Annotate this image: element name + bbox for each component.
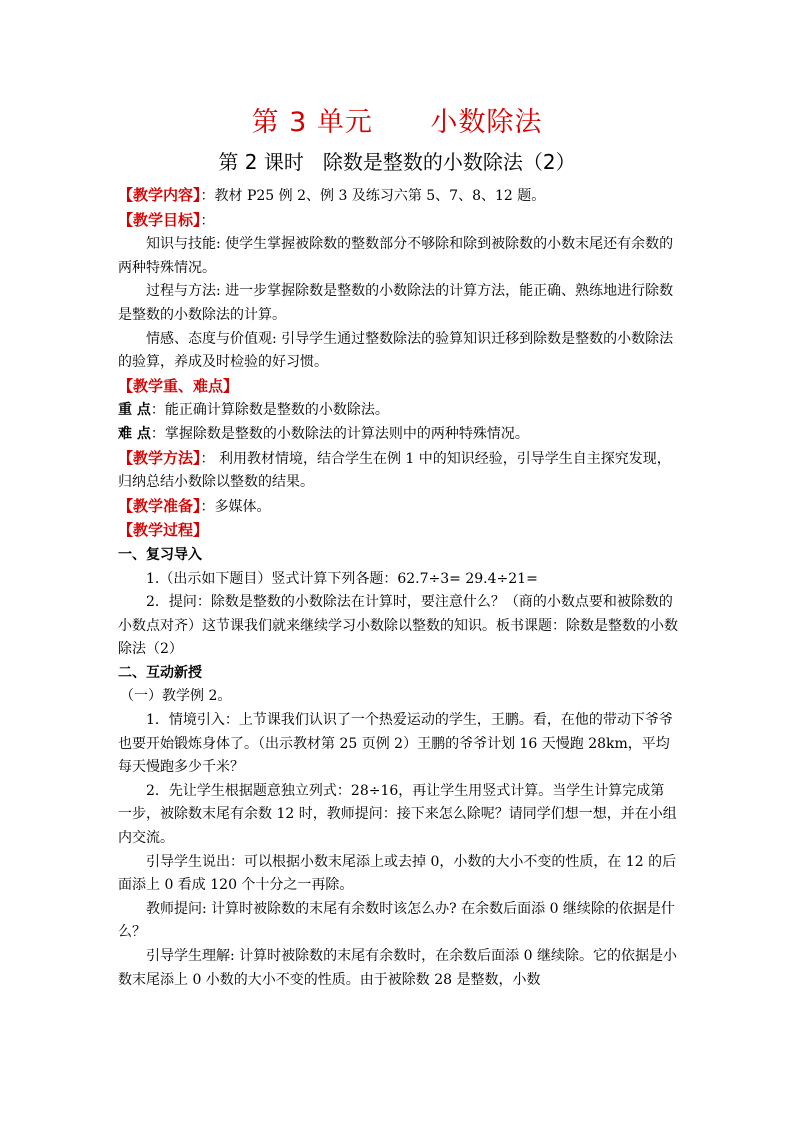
teaching-content-text: ：教材 P25 例 2、例 3 及练习六第 5、7、8、12 题。 <box>200 188 546 204</box>
difficulty-line <box>118 423 678 447</box>
teaching-prep-text: ：多媒体。 <box>200 498 271 515</box>
teaching-goals-colon: ： <box>200 212 215 229</box>
key-point-text: ：能正确计算除数是整数的小数除法。 <box>150 402 389 419</box>
review-paragraph-1: 1.（出示如下题目）竖式计算下列各题：62.7÷3= 29.4÷21= <box>146 570 538 587</box>
section-review: 一、复习导入 <box>118 546 202 563</box>
unit-title: 第 3 单元 小数除法 <box>251 107 543 138</box>
goal-process: 过程与方法: 进一步掌握除数是整数的小数除法的计算方法，能正确、熟练地进行除数是整数的小数除法的计算。 <box>118 283 674 323</box>
lesson-paragraph-2: 2．先让学生根据题意独立列式：28÷16，再让学生用竖式计算。当学生计算完成第一步，被除数末尾有余数 12 时，教师提问：接下来怎么除呢？请同学们想一想，并在小组内交流。 <box>118 782 677 847</box>
lesson-paragraph-5: 引导学生理解: 计算时被除数的末尾有余数时，在余数后面添 0 继续除。它的依据是小数末尾添上 0 小数的大小不变的性质。由于被除数 28 是整数，小数 <box>118 948 677 988</box>
lesson-title: 第 2 课时 除数是整数的小数除法（2） <box>218 150 576 174</box>
teaching-process-line <box>118 519 678 544</box>
lesson-paragraph-3: 引导学生说出：可以根据小数末尾添上或去掉 0，小数的大小不变的性质，在 12 的后面添上 0 看成 120 个十分之一再除。 <box>118 853 677 894</box>
teaching-prep-line <box>118 495 678 520</box>
key-points-heading-line <box>118 375 678 400</box>
teaching-content-line <box>118 184 678 209</box>
review-paragraph-2: 2．提问：除数是整数的小数除法在计算时，要注意什么？（商的小数点要和被除数的小数点对齐）这节课我们就来继续学习小数除以整数的知识。板书课题：除数是整数的小数除法（2） <box>118 594 678 658</box>
teaching-method-text: ： 利用教材情境，结合学生在例 1 中的知识经验，引导学生自主探究发现，归纳总结小数除以整数的结果。 <box>118 450 671 491</box>
teaching-process-heading: 【教学过程】 <box>118 521 209 540</box>
key-points-heading: 【教学重、难点】 <box>118 376 239 395</box>
teaching-prep-heading: 【教学准备】 <box>118 496 201 515</box>
difficulty-text: ：掌握除数是整数的小数除法的计算法则中的两种特殊情况。 <box>150 425 529 442</box>
goal-knowledge: 知识与技能: 使学生掌握被除数的整数部分不够除和除到被除数的小数末尾还有余数的两种特殊情况。 <box>118 236 674 276</box>
section-new-lesson: 二、互动新授 <box>118 664 202 681</box>
document-body <box>118 184 678 992</box>
lesson-paragraph-1: 1．情境引入：上节课我们认识了一个热爱运动的学生，王鹏。看，在他的带动下爷爷也要开始锻炼身体了。（出示教材第 25 页例 2）王鹏的爷爷计划 16 天慢跑 28km，平均每天慢跑多少千米？ <box>118 712 673 776</box>
teaching-method-heading: 【教学方法】 <box>118 448 201 467</box>
teaching-method-line <box>118 447 678 495</box>
key-point-label: 重 点 <box>118 402 151 419</box>
key-point-line <box>118 399 678 423</box>
difficulty-label: 难 点 <box>118 425 151 442</box>
goal-attitude: 情感、态度与价值观: 引导学生通过整数除法的验算知识迁移到除数是整数的小数除法的验算，养成及时检验的好习惯。 <box>118 330 674 371</box>
teaching-goals-line <box>118 209 678 234</box>
teaching-goals-heading: 【教学目标】 <box>118 210 201 229</box>
subsection-example-2: （一）教学例 2。 <box>120 688 232 705</box>
lesson-paragraph-4: 教师提问: 计算时被除数的末尾有余数时该怎么办? 在余数后面添 0 继续除的依据是什么？ <box>118 900 675 941</box>
teaching-content-heading: 【教学内容】 <box>118 186 201 204</box>
